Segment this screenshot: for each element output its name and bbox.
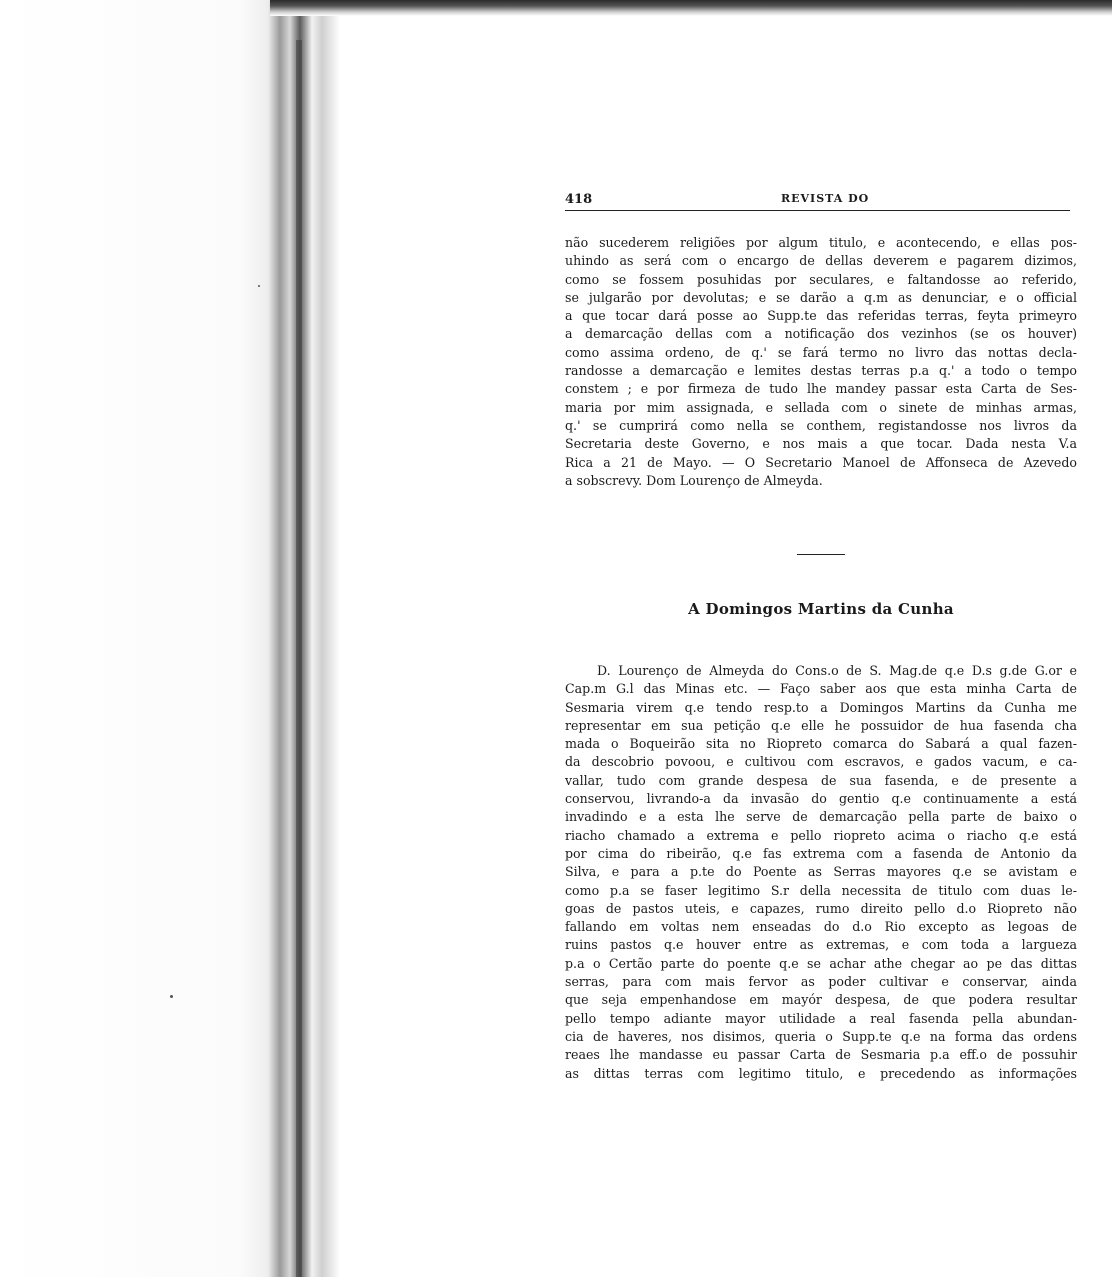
text-line: uhindo as será com o encargo de dellas deverem e pagarem dizimos, bbox=[565, 253, 1077, 269]
text-line: a demarcação dellas com a notificação dos vezinhos (se os houver) bbox=[565, 326, 1077, 342]
text-line: Rica a 21 de Mayo. — O Secretario Manoel de Affonseca de Azevedo bbox=[565, 454, 1077, 470]
text-line: como assima ordeno, de q.' se fará termo no livro das nottas decla- bbox=[565, 344, 1077, 360]
text-line: da descobrio povoou, e cultivou com escravos, e gados vacum, e ca- bbox=[565, 754, 1077, 770]
running-head: REVISTA DO bbox=[781, 192, 870, 205]
scan-speck bbox=[170, 995, 173, 998]
text-line: pello tempo adiante mayor utilidade a real fasenda pella abundan- bbox=[565, 1010, 1077, 1026]
text-line: constem ; e por firmeza de tudo lhe mandey passar esta Carta de Ses- bbox=[565, 381, 1077, 397]
text-line: como p.a se faser legitimo S.r della necessita de titulo com duas le- bbox=[565, 882, 1077, 898]
scan-speck bbox=[258, 285, 260, 287]
paragraph-1 bbox=[565, 234, 1077, 490]
text-line: maria por mim assignada, e sellada com o sinete de minhas armas, bbox=[565, 399, 1077, 415]
text-line: Silva, e para a p.te do Poente as Serras mayores q.e se avistam e bbox=[565, 864, 1077, 880]
scan-top-edge bbox=[270, 0, 1112, 16]
text-line: como se fossem posuhidas por seculares, e faltandosse ao referido, bbox=[565, 271, 1077, 287]
text-line: ruins pastos q.e houver entre as extremas, e com toda a largueza bbox=[565, 937, 1077, 953]
text-line: vallar, tudo com grande despesa de sua fasenda, e de presente a bbox=[565, 772, 1077, 788]
section-divider bbox=[797, 554, 845, 555]
text-line: randosse a demarcação e lemites destas terras p.a q.' a todo o tempo bbox=[565, 363, 1077, 379]
text-line: fallando em voltas nem enseadas do d.o Rio excepto as legoas de bbox=[565, 919, 1077, 935]
text-line: por cima do ribeirão, q.e fas extrema com a fasenda de Antonio da bbox=[565, 845, 1077, 861]
text-line: D. Lourenço de Almeyda do Cons.o de S. Mag.de q.e D.s g.de G.or e bbox=[597, 663, 1077, 678]
text-line: invadindo e a esta lhe serve de demarcação pella parte de baixo o bbox=[565, 809, 1077, 825]
text-line: riacho chamado a extrema e pello riopreto acima o riacho q.e está bbox=[565, 827, 1077, 843]
text-line: Cap.m G.l das Minas etc. — Faço saber aos que esta minha Carta de bbox=[565, 681, 1077, 697]
text-line: as dittas terras com legitimo titulo, e precedendo as informações bbox=[565, 1065, 1077, 1081]
text-line: a que tocar dará posse ao Supp.te das referidas terras, feyta primeyro bbox=[565, 308, 1077, 324]
page-number: 418 bbox=[565, 192, 593, 207]
text-line: serras, para com mais fervor as poder cultivar e conservar, ainda bbox=[565, 974, 1077, 990]
text-line: se julgarão por devolutas; e se darão a q.m as denunciar, e o official bbox=[565, 289, 1077, 305]
text-line: reaes lhe mandasse eu passar Carta de Sesmaria p.a eff.o de possuhir bbox=[565, 1047, 1077, 1063]
book-gutter-edge bbox=[296, 40, 302, 1277]
text-line: representar em sua petição q.e elle he possuidor de hua fasenda cha bbox=[565, 717, 1077, 733]
text-line: p.a o Certão parte do poente q.e se achar athe chegar ao pe das dittas bbox=[565, 955, 1077, 971]
text-line: cia de haveres, nos disimos, queria o Supp.te q.e na forma das ordens bbox=[565, 1028, 1077, 1044]
text-line: goas de pastos uteis, e capazes, rumo direito pello d.o Riopreto não bbox=[565, 900, 1077, 916]
book-gutter bbox=[0, 0, 340, 1277]
text-line: q.' se cumprirá como nella se conthem, registandosse nos livros da bbox=[565, 417, 1077, 433]
text-line: não sucederem religiões por algum titulo, e acontecendo, e ellas pos- bbox=[565, 235, 1077, 250]
paragraph-2 bbox=[565, 662, 1077, 1083]
text-line: que seja empenhandose em mayór despesa, de que podera resultar bbox=[565, 992, 1077, 1008]
text-line: Secretaria deste Governo, e nos mais a que tocar. Dada nesta V.a bbox=[565, 436, 1077, 452]
section-title: A Domingos Martins da Cunha bbox=[688, 600, 954, 618]
text-line: mada o Boqueirão sita no Riopreto comarca do Sabará a qual fazen- bbox=[565, 736, 1077, 752]
text-line: a sobscrevy. Dom Lourenço de Almeyda. bbox=[565, 472, 823, 488]
text-line: Sesmaria virem q.e tendo resp.to a Domingos Martins da Cunha me bbox=[565, 699, 1077, 715]
header-rule bbox=[565, 210, 1070, 211]
text-line: conservou, livrando-a da invasão do gentio q.e continuamente a está bbox=[565, 791, 1077, 807]
